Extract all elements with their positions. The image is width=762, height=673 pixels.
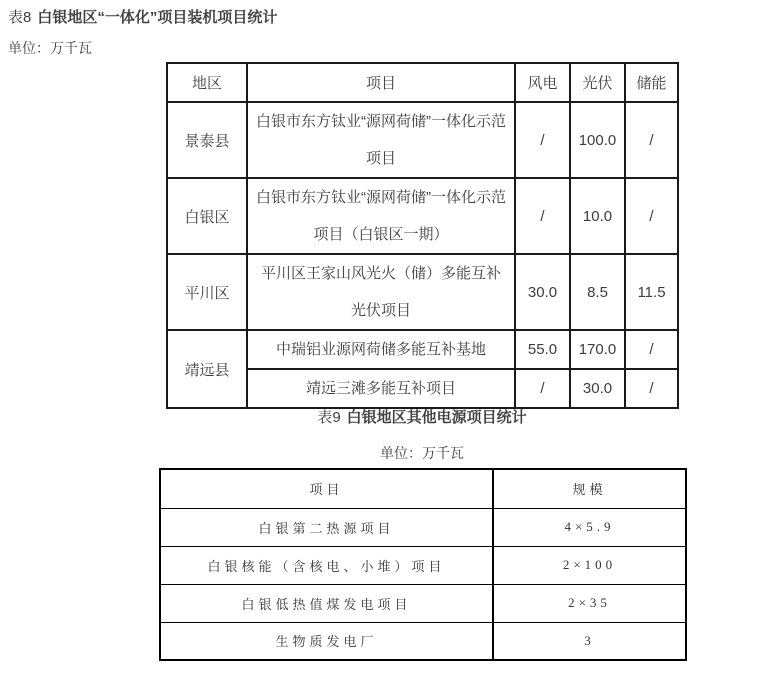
storage-cell: 11.5 bbox=[625, 254, 678, 330]
wind-cell: 30.0 bbox=[515, 254, 570, 330]
storage-cell: / bbox=[625, 102, 678, 178]
wind-cell: / bbox=[515, 369, 570, 408]
table8-header-wind: 风电 bbox=[515, 63, 570, 102]
table9-title: 白银地区其他电源项目统计 bbox=[346, 409, 527, 426]
table8-header-project: 项目 bbox=[247, 63, 515, 102]
table-row bbox=[160, 546, 686, 584]
table8-title: 白银地区“一体化”项目装机项目统计 bbox=[37, 9, 278, 26]
scale-cell: 4×5.9 bbox=[493, 508, 686, 546]
table9 bbox=[159, 468, 687, 661]
table-row bbox=[167, 330, 678, 369]
table-row bbox=[160, 584, 686, 622]
table-row bbox=[160, 622, 686, 660]
pv-cell: 8.5 bbox=[570, 254, 625, 330]
scale-cell: 2×35 bbox=[493, 584, 686, 622]
pv-cell: 30.0 bbox=[570, 369, 625, 408]
project-cell: 白银第二热源项目 bbox=[160, 508, 493, 546]
table8-unit: 单位：万千瓦 bbox=[8, 40, 92, 56]
storage-cell: / bbox=[625, 369, 678, 408]
project-cell: 白银低热值煤发电项目 bbox=[160, 584, 493, 622]
table-row bbox=[167, 254, 678, 330]
table-row bbox=[167, 102, 678, 178]
project-cell: 白银市东方钛业“源网荷储”一体化示范项目（白银区一期） bbox=[247, 178, 515, 254]
table8 bbox=[166, 62, 679, 409]
table8-caption bbox=[8, 6, 277, 27]
table8-header-row bbox=[167, 63, 678, 102]
table9-header-project: 项目 bbox=[160, 469, 493, 508]
project-cell: 白银市东方钛业“源网荷储”一体化示范项目 bbox=[247, 102, 515, 178]
wind-cell: 55.0 bbox=[515, 330, 570, 369]
table9-header-row bbox=[160, 469, 686, 508]
table-row bbox=[160, 508, 686, 546]
region-cell: 白银区 bbox=[167, 178, 247, 254]
table8-header-pv: 光伏 bbox=[570, 63, 625, 102]
scale-cell: 3 bbox=[493, 622, 686, 660]
storage-cell: / bbox=[625, 178, 678, 254]
project-cell: 白银核能（含核电、小堆）项目 bbox=[160, 546, 493, 584]
table8-header-region: 地区 bbox=[167, 63, 247, 102]
scale-cell: 2×100 bbox=[493, 546, 686, 584]
pv-cell: 10.0 bbox=[570, 178, 625, 254]
table8-header-storage: 储能 bbox=[625, 63, 678, 102]
region-cell: 景泰县 bbox=[167, 102, 247, 178]
table9-unit: 单位：万千瓦 bbox=[380, 445, 464, 461]
table9-caption bbox=[159, 406, 685, 427]
storage-cell: / bbox=[625, 330, 678, 369]
wind-cell: / bbox=[515, 102, 570, 178]
table8-label: 表8 bbox=[8, 9, 32, 26]
project-cell: 靖远三滩多能互补项目 bbox=[247, 369, 515, 408]
region-cell: 平川区 bbox=[167, 254, 247, 330]
table-row bbox=[167, 178, 678, 254]
table9-header-scale: 规模 bbox=[493, 469, 686, 508]
pv-cell: 170.0 bbox=[570, 330, 625, 369]
project-cell: 中瑞铝业源网荷储多能互补基地 bbox=[247, 330, 515, 369]
project-cell: 生物质发电厂 bbox=[160, 622, 493, 660]
table9-label: 表9 bbox=[317, 409, 341, 426]
wind-cell: / bbox=[515, 178, 570, 254]
project-cell: 平川区王家山风光火（储）多能互补光伏项目 bbox=[247, 254, 515, 330]
pv-cell: 100.0 bbox=[570, 102, 625, 178]
region-cell: 靖远县 bbox=[167, 330, 247, 408]
